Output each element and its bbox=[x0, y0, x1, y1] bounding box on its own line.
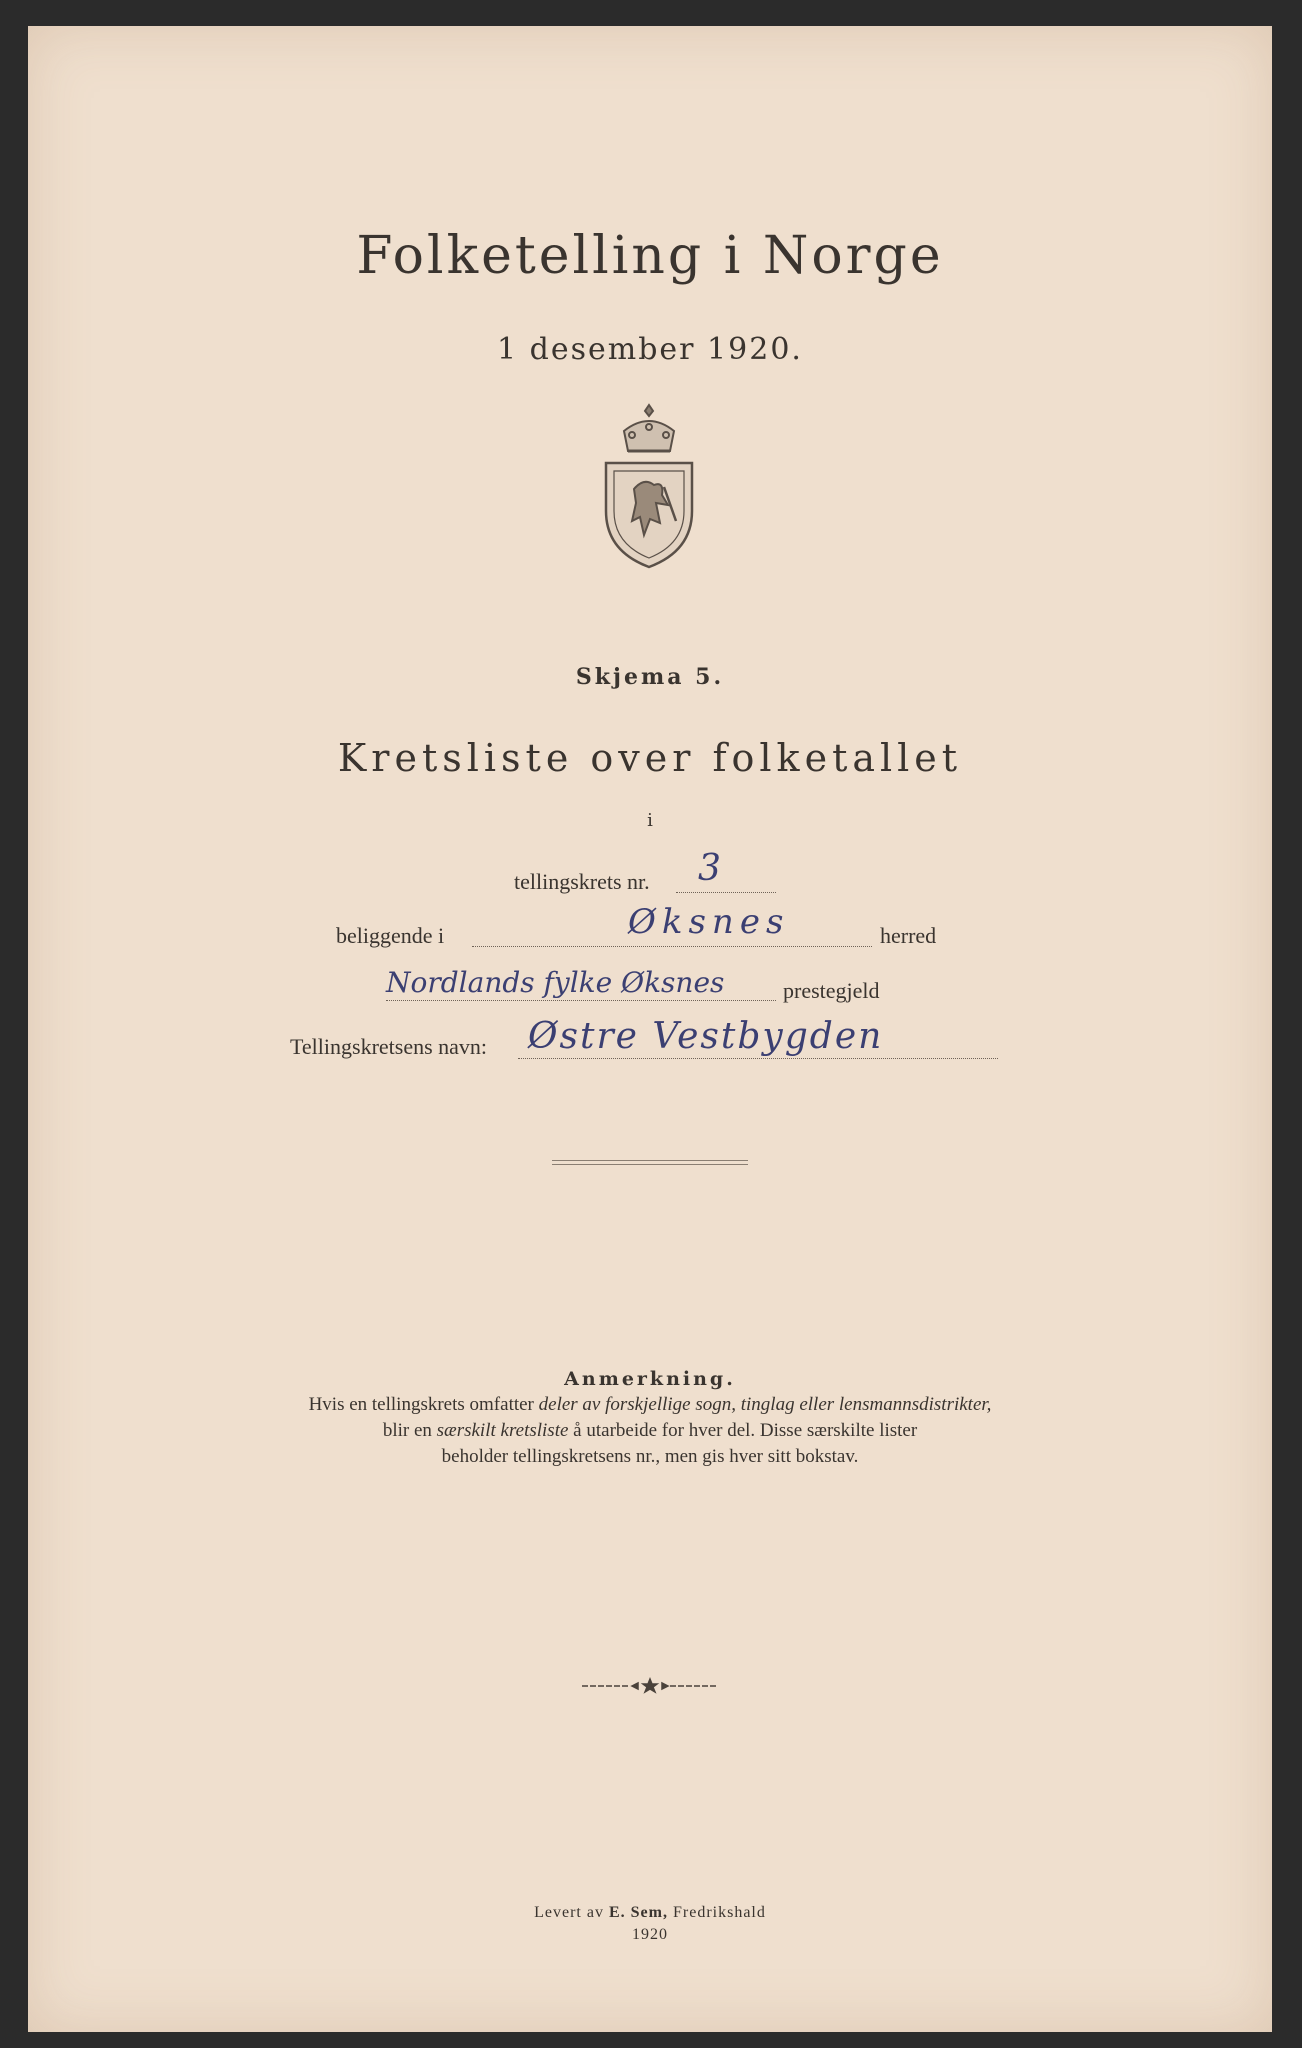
note-line bbox=[28, 1420, 1272, 1442]
note-emphasis: særskilt kretsliste bbox=[436, 1420, 569, 1441]
located-in-label: beliggende i bbox=[336, 923, 445, 948]
ornament-divider-icon bbox=[580, 1676, 720, 1696]
norwegian-coat-of-arms-icon bbox=[594, 401, 704, 571]
note-text: å utarbeide for hver del. Disse særskilte lister bbox=[568, 1420, 918, 1441]
herred-label: herred bbox=[880, 923, 937, 948]
note-text: Hvis en tellingskrets omfatter bbox=[308, 1394, 539, 1415]
district-number-label: tellingskrets nr. bbox=[514, 869, 650, 894]
district-name-value: Østre Vestbygden bbox=[528, 1016, 884, 1057]
printer-year: 1920 bbox=[632, 1926, 668, 1943]
printer-name: E. Sem, bbox=[608, 1904, 668, 1921]
parish-line bbox=[386, 1000, 776, 1001]
district-name-label: Tellingskretsens navn: bbox=[290, 1034, 488, 1059]
note-text: blir en bbox=[382, 1420, 437, 1441]
form-heading: Kretsliste over folketallet bbox=[337, 736, 963, 780]
note-title: Anmerkning. bbox=[564, 1368, 736, 1390]
note-line: beholder tellingskretsens nr., men gis hver sitt bokstav. bbox=[441, 1446, 859, 1467]
parish-label: prestegjeld bbox=[783, 978, 880, 1003]
section-divider bbox=[552, 1160, 748, 1161]
district-number-value: 3 bbox=[698, 848, 721, 889]
note-emphasis: deler av forskjellige sogn, tinglag eller lensmannsdistrikter, bbox=[538, 1394, 992, 1415]
page-title: Folketelling i Norge bbox=[356, 226, 944, 286]
census-form-page bbox=[28, 26, 1272, 2032]
located-in-line bbox=[472, 946, 872, 947]
county-parish-value: Nordlands fylke Øksnes bbox=[386, 966, 725, 999]
printer-text: Levert av bbox=[534, 1904, 609, 1921]
census-date: 1 desember 1920. bbox=[497, 332, 803, 367]
printer-place: Fredrikshald bbox=[667, 1904, 766, 1921]
schema-number: Skjema 5. bbox=[575, 664, 725, 690]
section-divider bbox=[552, 1164, 748, 1165]
connector-word: i bbox=[647, 810, 653, 831]
printer-credit bbox=[28, 1904, 1272, 1922]
district-name-line bbox=[518, 1058, 998, 1059]
municipality-value: Øksnes bbox=[628, 902, 790, 942]
note-line bbox=[28, 1394, 1272, 1416]
district-number-line bbox=[676, 892, 776, 893]
